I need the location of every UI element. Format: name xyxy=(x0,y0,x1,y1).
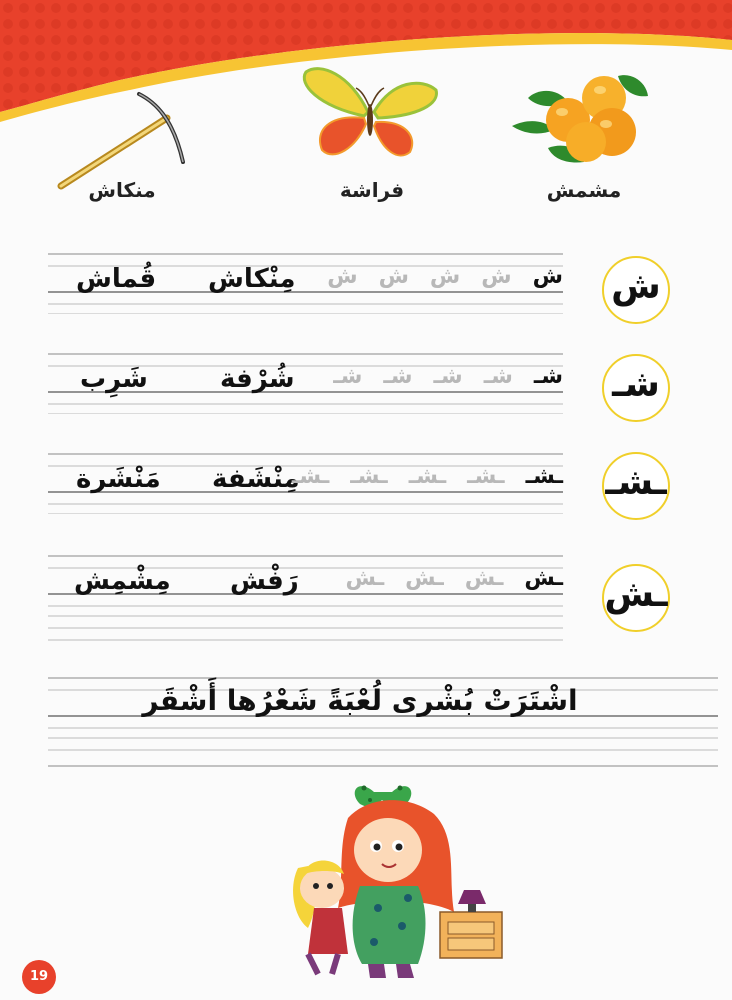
practice-row-final xyxy=(48,554,563,614)
letter-form-circle: ـشـ xyxy=(602,452,670,520)
example-word: قُماش xyxy=(76,264,157,294)
trace-letter: ـش xyxy=(464,566,504,591)
model-letter: شـ xyxy=(533,364,563,389)
trace-letter: ـشـ xyxy=(291,464,330,489)
apricot-icon xyxy=(508,68,658,164)
model-letter: ـش xyxy=(524,566,563,591)
trace-letter: ـشـ xyxy=(408,464,447,489)
letter-trace-line xyxy=(292,464,563,489)
practice-row-medial xyxy=(48,452,563,512)
trace-letter: شـ xyxy=(433,364,463,389)
butterfly-icon xyxy=(300,64,440,162)
practice-sentence: اشْتَرَتْ بُشْرى لُعْبَةً شَعْرُها أَشْقَر xyxy=(142,684,578,717)
trace-letter: ـش xyxy=(405,566,444,591)
example-word: مِشْمِش xyxy=(74,566,171,596)
trace-letter: ش xyxy=(378,264,409,289)
example-word: شُرْفة xyxy=(220,364,295,394)
trace-letter: شـ xyxy=(333,364,363,389)
practice-row-initial xyxy=(48,352,563,412)
page-number: 19 xyxy=(22,960,56,994)
example-word: مِنْكاش xyxy=(208,264,296,294)
trace-letter: ش xyxy=(327,264,358,289)
trace-letter: شـ xyxy=(483,364,513,389)
example-word: شَرِب xyxy=(80,364,148,394)
trace-letter: ـشـ xyxy=(467,464,505,489)
picture-label-pickaxe: منكاش xyxy=(88,178,156,202)
trace-letter: ـشـ xyxy=(350,464,388,489)
girl-with-doll-illustration xyxy=(278,778,518,984)
letter-form-circle: ـش xyxy=(602,564,670,632)
trace-letter: ش xyxy=(429,264,461,289)
example-word: رَفْش xyxy=(230,566,299,596)
example-word: مِنْشَفة xyxy=(212,464,300,494)
trace-letter: ـش xyxy=(345,566,385,591)
trace-letter: ش xyxy=(481,264,512,289)
picture-label-apricot: مشمش xyxy=(546,178,622,202)
trace-letter: شـ xyxy=(383,364,413,389)
model-letter: ش xyxy=(532,264,563,289)
picture-label-butterfly: فراشة xyxy=(339,178,405,202)
letter-form-circle: ش xyxy=(602,256,670,324)
practice-row-isolated xyxy=(48,252,563,312)
model-letter: ـشـ xyxy=(525,464,563,489)
letter-trace-line xyxy=(346,566,564,591)
example-word: مَنْشَرة xyxy=(76,464,161,494)
letter-trace-line xyxy=(327,264,563,289)
letter-trace-line xyxy=(333,364,563,389)
letter-form-circle: شـ xyxy=(602,354,670,422)
